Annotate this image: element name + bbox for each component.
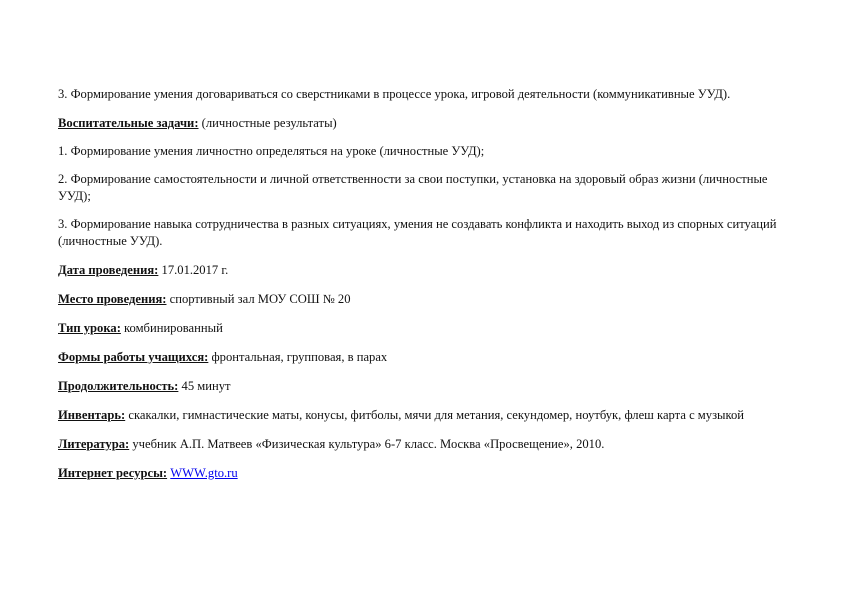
lesson-duration-value: 45 минут [178, 379, 231, 393]
lesson-type-value: комбинированный [120, 321, 223, 335]
work-forms [58, 349, 778, 366]
lesson-type-label: Тип урока: [58, 321, 121, 335]
lesson-date-label: Дата проведения: [58, 263, 159, 277]
document-body [58, 86, 778, 494]
lesson-duration [58, 378, 778, 395]
educational-item-2-text: 2. Формирование самостоятельности и личной ответственности за свои поступки, установка на здоровый образ жизни (личностные УУД); [58, 172, 768, 203]
educational-tasks-heading [58, 115, 778, 132]
internet-resources [58, 465, 778, 482]
inventory-value: скакалки, гимнастические маты, конусы, фитболы, мячи для метания, секундомер, ноутбук, флеш карта с музыкой [125, 408, 745, 422]
lesson-place [58, 291, 778, 308]
internet-resources-label: Интернет ресурсы: [58, 466, 168, 480]
work-forms-label: Формы работы учащихся: [58, 350, 209, 364]
lesson-place-value: спортивный зал МОУ СОШ № 20 [166, 292, 351, 306]
inventory [58, 407, 778, 424]
literature-label: Литература: [58, 437, 130, 451]
lesson-type [58, 320, 778, 337]
lesson-date-value: 17.01.2017 г. [158, 263, 229, 277]
educational-tasks-value: (личностные результаты) [198, 116, 337, 130]
educational-item-3 [58, 216, 778, 250]
lesson-place-label: Место проведения: [58, 292, 167, 306]
goal-item-3-text: 3. Формирование умения договариваться со сверстниками в процессе урока, игровой деятельности (коммуникативные УУД). [58, 87, 731, 101]
internet-resource-link[interactable]: WWW.gto.ru [170, 466, 238, 480]
work-forms-value: фронтальная, групповая, в парах [208, 350, 388, 364]
educational-item-2 [58, 171, 778, 205]
literature [58, 436, 778, 453]
educational-item-1-text: 1. Формирование умения личностно определяться на уроке (личностные УУД); [58, 144, 485, 158]
educational-item-3-text: 3. Формирование навыка сотрудничества в разных ситуациях, умения не создавать конфликта и находить выход из спорных ситуаций (личностные УУД). [58, 217, 777, 248]
lesson-duration-label: Продолжительность: [58, 379, 179, 393]
inventory-label: Инвентарь: [58, 408, 126, 422]
educational-tasks-label: Воспитательные задачи: [58, 116, 199, 130]
goal-item-3 [58, 86, 778, 103]
educational-item-1 [58, 143, 778, 160]
literature-value: учебник А.П. Матвеев «Физическая культура» 6-7 класс. Москва «Просвещение», 2010. [129, 437, 605, 451]
lesson-date [58, 262, 778, 279]
